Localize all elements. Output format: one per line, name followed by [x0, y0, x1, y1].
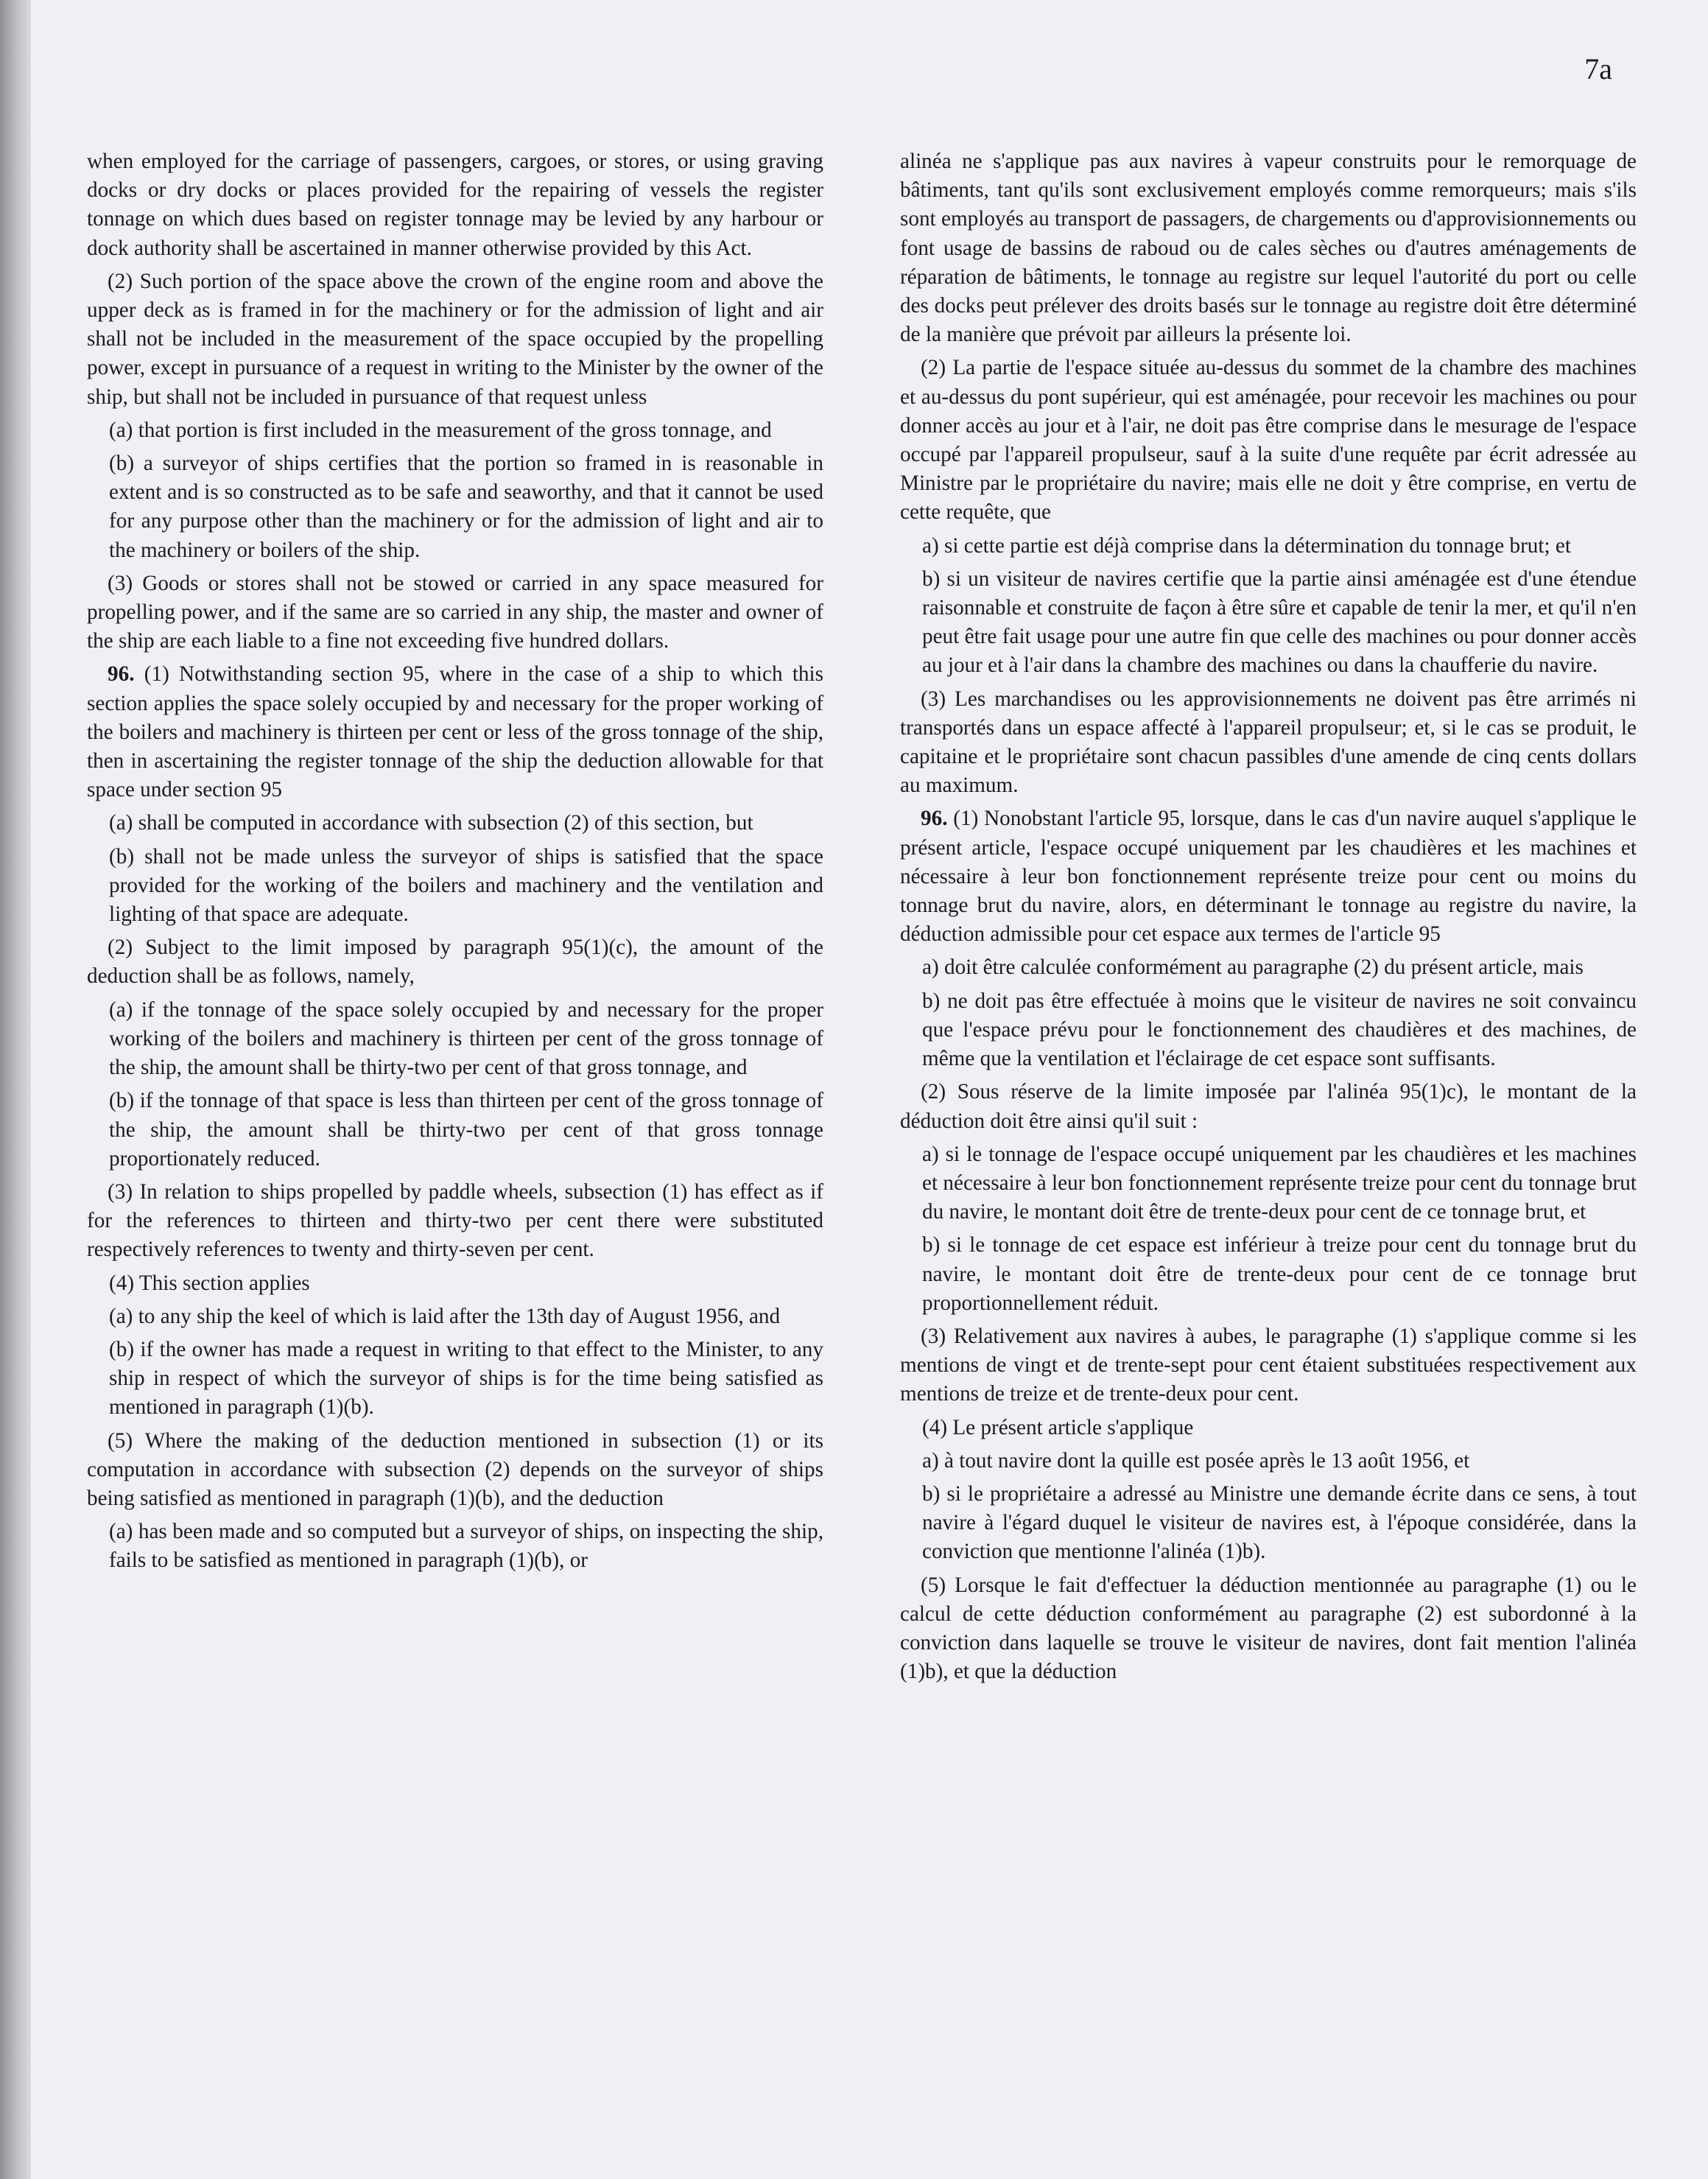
paragraph-text: (2) La partie de l'espace située au-dessus du sommet de la chambre des machines et au-dessus du pont supérieur, qui est aménagée, pour recevoir les machines ou pour donner accès au jour et à l'air, ne doit pas être comprise dans le mesurage de l'espace occupé par l'appareil propulseur, sauf à la suite d'une requête par écrit adressée au Ministre par le propriétaire du navire; mais elle ne doit y être comprise, en vertu de cette requête, que [900, 356, 1637, 524]
section-number: 96. [921, 807, 948, 831]
paragraph-text: (b) if the owner has made a request in writing to that effect to the Minister, to any ship in respect of which the surveyor of ships is for the time being satisfied as mentioned in paragraph (1)(b). [109, 1337, 823, 1420]
paragraph-text: (2) Such portion of the space above the crown of the engine room and above the upper deck as is framed in for the machinery or for the admission of light and air shall not be included in the measurement of the space occupied by the propelling power, except in pursuance of a request in writing to the Minister by the owner of the ship, but shall not be included in pursuance of that request unless [87, 269, 823, 409]
paragraph-text: (a) to any ship the keel of which is laid after the 13th day of August 1956, and [109, 1304, 781, 1328]
subsection-item [900, 953, 1637, 982]
paragraph-text: b) si le tonnage de cet espace est inférieur à treize pour cent du tonnage brut du navire, le montant doit être de trente-deux pour cent de ce tonnage brut proportionnellement réduit. [922, 1233, 1637, 1315]
paragraph-text: a) doit être calculée conformément au paragraphe (2) du présent article, mais [922, 955, 1584, 980]
subsection-item [87, 1336, 823, 1422]
page-number: 7a [1584, 52, 1612, 85]
subsection-item [87, 996, 823, 1083]
paragraph-text: (3) Goods or stores shall not be stowed or carried in any space measured for propelling power, and if the same are so carried in any ship, the master and owner of the ship are each liable to a fine not exceeding five hundred dollars. [87, 571, 823, 653]
subsection-item [900, 1140, 1637, 1227]
paragraph [900, 1571, 1637, 1687]
subsection-item [900, 1414, 1637, 1442]
paragraph-text: (b) if the tonnage of that space is less than thirteen per cent of the gross tonnage of the ship, the amount shall be thirty-two per cent of that gross tonnage proportionately reduced. [109, 1089, 823, 1171]
paragraph [87, 933, 823, 991]
subsection-item [87, 1269, 823, 1298]
paragraph-text: (a) has been made and so computed but a surveyor of ships, on inspecting the ship, fails to be satisfied as mentioned in paragraph (1)(b), or [109, 1520, 823, 1573]
subsection-item [87, 449, 823, 565]
subsection-item [900, 565, 1637, 681]
paragraph-text: when employed for the carriage of passengers, cargoes, or stores, or using graving docks or dry docks or places provided for the repairing of vessels the register tonnage on which dues based on register tonnage may be levied by any harbour or dock authority shall be ascertained in manner otherwise provided by this Act. [87, 150, 823, 260]
english-text-column [87, 147, 823, 1580]
page-binding-edge [0, 0, 31, 2179]
subsection-item [900, 1447, 1637, 1476]
paragraph [900, 685, 1637, 801]
paragraph [900, 354, 1637, 527]
paragraph-text: (b) a surveyor of ships certifies that the portion so framed in is reasonable in extent and is so constructed as to be safe and seaworthy, and that it cannot be used for any purpose other than the machinery or for the admission of light and air to the machinery or boilers of the ship. [109, 452, 823, 562]
section-number: 96. [108, 662, 135, 687]
subsection-item [900, 1231, 1637, 1318]
paragraph [87, 267, 823, 412]
subsection-item [900, 987, 1637, 1074]
paragraph-text: b) ne doit pas être effectuée à moins que le visiteur de navires ne soit convaincu que l'espace prévu pour le fonctionnement des chaudières et des machines, de même que la ventilation et l'éclairage de cet espace sont suffisants. [922, 989, 1637, 1071]
french-text-column [900, 147, 1637, 1691]
paragraph-text: a) si cette partie est déjà comprise dans la détermination du tonnage brut; et [922, 533, 1571, 558]
subsection-item [87, 1517, 823, 1575]
paragraph-text: (1) Notwithstanding section 95, where in the case of a ship to which this section applies the space solely occupied by and necessary for the proper working of the boilers and machinery is thirteen per cent or less of the gross tonnage of the ship, then in ascertaining the register tonnage of the ship the deduction allowable for that space under section 95 [87, 662, 823, 802]
section-paragraph [87, 660, 823, 804]
paragraph-text: (b) shall not be made unless the surveyor of ships is satisfied that the space provided for the working of the boilers and machinery and the ventilation and lighting of that space are adequate. [109, 844, 823, 927]
paragraph-text: (2) Sous réserve de la limite imposée par l'alinéa 95(1)c), le montant de la déduction doit être ainsi qu'il suit : [900, 1080, 1637, 1133]
paragraph-text: (4) This section applies [109, 1271, 310, 1295]
paragraph-text: (2) Subject to the limit imposed by paragraph 95(1)(c), the amount of the deduction shall be as follows, namely, [87, 936, 823, 989]
paragraph-text: b) si un visiteur de navires certifie que la partie ainsi aménagée est d'une étendue raisonnable et construite de façon à être sûre et capable de tenir la mer, et qu'il n'en peut être fait usage pour une autre fin que celle des machines ou pour donner accès au jour et à l'air dans la chambre des machines ou dans la chaufferie du navire. [922, 566, 1637, 678]
paragraph-text: (a) if the tonnage of the space solely occupied by and necessary for the proper working of the boilers and machinery is thirteen per cent of the gross tonnage of the ship, the amount shall be thirty-two per cent of that gross tonnage, and [109, 997, 823, 1080]
paragraph-text: alinéa ne s'applique pas aux navires à vapeur construits pour le remorquage de bâtiments, tant qu'ils sont exclusivement employés comme remorqueurs; mais s'ils sont employés au transport de passagers, de chargements ou d'approvisionnements ou font usage de bassins de raboud ou de cales sèches ou d'autres aménagements de réparation de bâtiments, le tonnage au registre sur lequel l'autorité du port ou celle des docks peut prélever des droits basés sur le tonnage au registre doit être déterminé de la manière que prévoit par ailleurs la présente loi. [900, 150, 1637, 347]
continued-paragraph [87, 147, 823, 263]
subsection-item [87, 809, 823, 838]
paragraph [87, 569, 823, 656]
paragraph-text: (1) Nonobstant l'article 95, lorsque, dans le cas d'un navire auquel s'applique le présent article, l'espace occupé uniquement par les chaudières et les machines et nécessaire à leur bon fonctionnement représente treize pour cent ou moins du tonnage brut du navire, alors, en déterminant le tonnage au registre du navire, la déduction admissible pour cet espace aux termes de l'article 95 [900, 807, 1637, 947]
subsection-item [87, 416, 823, 445]
paragraph-text: (a) shall be computed in accordance with subsection (2) of this section, but [109, 811, 753, 835]
subsection-item [87, 1087, 823, 1173]
paragraph-text: a) si le tonnage de l'espace occupé uniquement par les chaudières et les machines et nécessaire à leur bon fonctionnement représente treize pour cent du tonnage brut du navire, le montant doit être de trente-deux pour cent de ce tonnage brut, et [922, 1142, 1637, 1224]
paragraph-text: (5) Where the making of the deduction mentioned in subsection (1) or its computation in accordance with subsection (2) depends on the surveyor of ships being satisfied as mentioned in paragraph (1)(b), and the deduction [87, 1428, 823, 1510]
paragraph-text: (a) that portion is first included in the measurement of the gross tonnage, and [109, 418, 772, 442]
paragraph-text: (4) Le présent article s'applique [922, 1415, 1194, 1439]
continued-paragraph [900, 147, 1637, 349]
subsection-item [900, 532, 1637, 561]
paragraph [87, 1427, 823, 1514]
paragraph-text: (5) Lorsque le fait d'effectuer la déduction mentionnée au paragraphe (1) ou le calcul de cette déduction conformément au paragraphe (2) est subordonné à la conviction dans laquelle se trouve le visiteur de navires, dont fait mention l'alinéa (1)b), et que la déduction [900, 1573, 1637, 1684]
subsection-item [900, 1480, 1637, 1567]
paragraph-text: (3) Les marchandises ou les approvisionnements ne doivent pas être arrimés ni transportés dans un espace affecté à l'appareil propulseur; et, si le cas se produit, le capitaine et le propriétaire sont chacun passibles d'une amende de cinq cents dollars au maximum. [900, 687, 1637, 798]
subsection-item [87, 843, 823, 930]
paragraph [900, 1322, 1637, 1409]
paragraph [900, 1078, 1637, 1135]
section-paragraph [900, 804, 1637, 949]
subsection-item [87, 1302, 823, 1331]
paragraph [87, 1178, 823, 1265]
paragraph-text: a) à tout navire dont la quille est posée après le 13 août 1956, et [922, 1448, 1470, 1473]
paragraph-text: b) si le propriétaire a adressé au Ministre une demande écrite dans ce sens, à tout navire à l'égard duquel le visiteur de navires est, à l'époque considérée, dans la conviction que mentionne l'alinéa (1)b). [922, 1481, 1637, 1564]
paragraph-text: (3) Relativement aux navires à aubes, le paragraphe (1) s'applique comme si les mentions de vingt et de trente-sept pour cent étaient substituées respectivement aux mentions de treize et de trente-deux pour cent. [900, 1324, 1637, 1406]
paragraph-text: (3) In relation to ships propelled by paddle wheels, subsection (1) has effect as if for the references to thirteen and thirty-two per cent there were substituted respectively references to twenty and thirty-seven per cent. [87, 1179, 823, 1262]
